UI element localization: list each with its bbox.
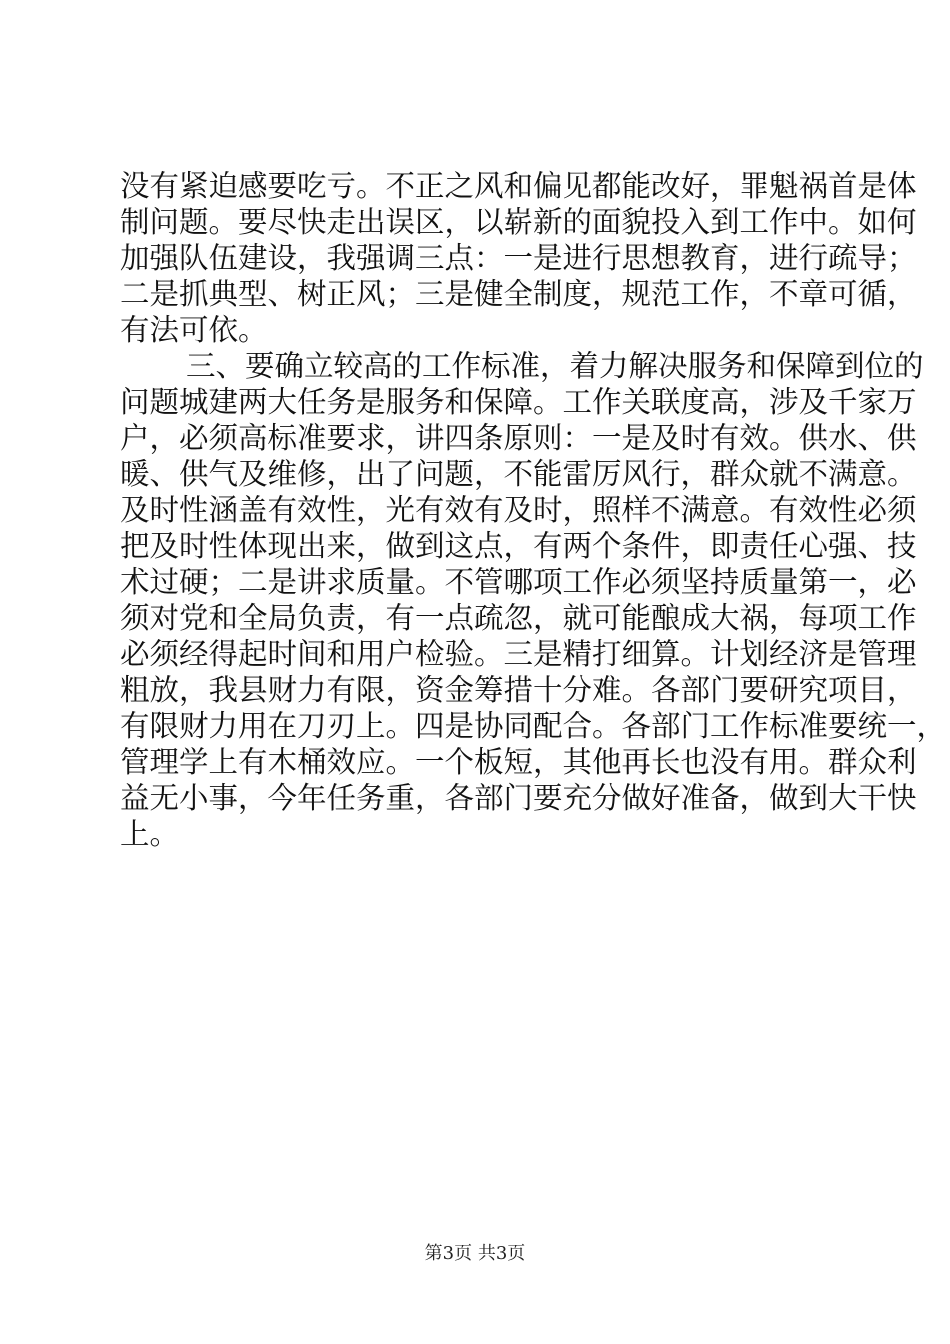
body-text-line: 及时性涵盖有效性，光有效有及时，照样不满意。有效性必须 [120, 493, 917, 527]
body-text-line: 户，必须高标准要求，讲四条原则：一是及时有效。供水、供 [120, 421, 917, 455]
body-text-line: 暖、供气及维修，出了问题，不能雷厉风行，群众就不满意。 [120, 457, 917, 491]
body-text-line: 加强队伍建设，我强调三点：一是进行思想教育，进行疏导； [120, 241, 917, 275]
body-text-line: 有限财力用在刀刃上。四是协同配合。各部门工作标准要统一， [120, 709, 947, 743]
page-number-footer: 第3页 共3页 [424, 1243, 526, 1264]
body-text-line: 没有紧迫感要吃亏。不正之风和偏见都能改好，罪魁祸首是体 [120, 169, 917, 203]
body-text-line: 术过硬；二是讲求质量。不管哪项工作必须坚持质量第一，必 [120, 565, 917, 599]
body-text-line: 管理学上有木桶效应。一个板短，其他再长也没有用。群众利 [120, 745, 917, 779]
body-text-line: 益无小事，今年任务重，各部门要充分做好准备，做到大干快 [120, 781, 917, 815]
body-text-line: 把及时性体现出来，做到这点，有两个条件，即责任心强、技 [120, 529, 917, 563]
body-text-line: 必须经得起时间和用户检验。三是精打细算。计划经济是管理 [120, 637, 917, 671]
body-text-line: 有法可依。 [120, 313, 268, 347]
body-text-line: 须对党和全局负责，有一点疏忽，就可能酿成大祸，每项工作 [120, 601, 917, 635]
section-heading-line: 三、要确立较高的工作标准，着力解决服务和保障到位的 [186, 349, 924, 383]
body-text-line: 问题城建两大任务是服务和保障。工作关联度高，涉及千家万 [120, 385, 917, 419]
body-text-line: 粗放，我县财力有限，资金筹措十分难。各部门要研究项目， [120, 673, 917, 707]
body-text-line: 制问题。要尽快走出误区，以崭新的面貌投入到工作中。如何 [120, 205, 917, 239]
body-text-line: 二是抓典型、树正风；三是健全制度，规范工作，不章可循， [120, 277, 917, 311]
body-text-line: 上。 [120, 817, 180, 851]
